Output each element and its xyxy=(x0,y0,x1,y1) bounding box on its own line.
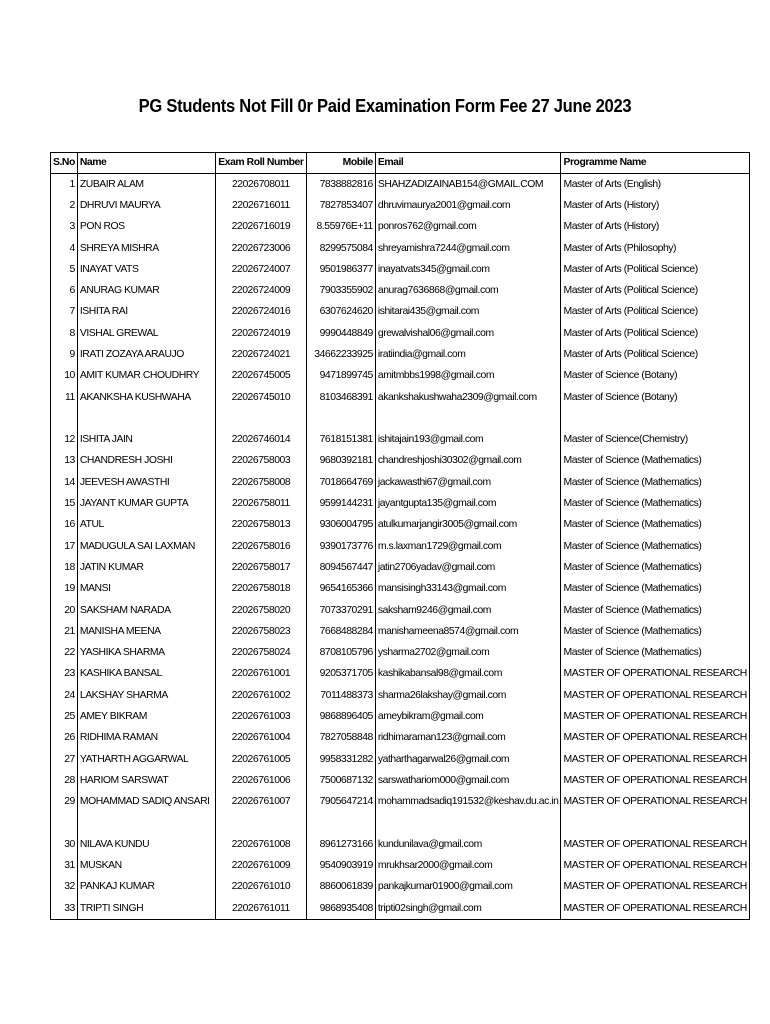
cell-mobile: 6307624620 xyxy=(306,301,375,322)
cell-programme: Master of Arts (History) xyxy=(561,216,749,237)
cell-name: RIDHIMA RAMAN xyxy=(77,727,215,748)
col-header-sno: S.No xyxy=(51,153,78,174)
cell-sno: 21 xyxy=(51,621,78,642)
cell-name: NILAVA KUNDU xyxy=(77,834,215,855)
cell-email: SHAHZADIZAINAB154@GMAIL.COM xyxy=(375,174,561,196)
cell-mobile: 9471899745 xyxy=(306,365,375,386)
cell-mobile: 9205371705 xyxy=(306,663,375,684)
cell-mobile: 9501986377 xyxy=(306,259,375,280)
cell-programme: MASTER OF OPERATIONAL RESEARCH xyxy=(561,855,749,876)
cell-mobile: 8.55976E+11 xyxy=(306,216,375,237)
cell-name: YATHARTH AGGARWAL xyxy=(77,749,215,770)
cell-programme: Master of Science (Mathematics) xyxy=(561,621,749,642)
cell-sno: 28 xyxy=(51,770,78,791)
cell-sno: 30 xyxy=(51,834,78,855)
cell-email: shreyamishra7244@gmail.com xyxy=(375,238,561,259)
cell-email: grewalvishal06@gmail.com xyxy=(375,323,561,344)
cell-roll-number: 22026758017 xyxy=(215,557,306,578)
cell-roll-number: 22026761002 xyxy=(215,685,306,706)
cell-sno: 10 xyxy=(51,365,78,386)
cell-roll-number: 22026758023 xyxy=(215,621,306,642)
cell-mobile: 7827853407 xyxy=(306,195,375,216)
cell-roll-number: 22026724009 xyxy=(215,280,306,301)
cell-roll-number: 22026724007 xyxy=(215,259,306,280)
cell-name: MADUGULA SAI LAXMAN xyxy=(77,536,215,557)
cell-roll-number: 22026758008 xyxy=(215,472,306,493)
cell-sno: 9 xyxy=(51,344,78,365)
cell-mobile: 9654165366 xyxy=(306,578,375,599)
table-row xyxy=(51,450,750,471)
table-row xyxy=(51,600,750,621)
cell-programme: MASTER OF OPERATIONAL RESEARCH xyxy=(561,791,749,834)
cell-programme: Master of Arts (Philosophy) xyxy=(561,238,749,259)
table-row xyxy=(51,216,750,237)
cell-mobile: 9868896405 xyxy=(306,706,375,727)
cell-name: ISHITA JAIN xyxy=(77,429,215,450)
cell-programme: Master of Science (Mathematics) xyxy=(561,557,749,578)
table-row xyxy=(51,557,750,578)
cell-sno: 5 xyxy=(51,259,78,280)
table-row xyxy=(51,749,750,770)
cell-name: PON ROS xyxy=(77,216,215,237)
cell-email: ridhimaraman123@gmail.com xyxy=(375,727,561,748)
table-row xyxy=(51,174,750,196)
cell-sno: 18 xyxy=(51,557,78,578)
cell-sno: 31 xyxy=(51,855,78,876)
table-row xyxy=(51,472,750,493)
cell-name: ISHITA RAI xyxy=(77,301,215,322)
cell-email: tripti02singh@gmail.com xyxy=(375,898,561,920)
cell-sno: 13 xyxy=(51,450,78,471)
table-row xyxy=(51,770,750,791)
table-row xyxy=(51,514,750,535)
cell-email: ponros762@gmail.com xyxy=(375,216,561,237)
cell-email: sarswathariom000@gmail.com xyxy=(375,770,561,791)
cell-sno: 33 xyxy=(51,898,78,920)
cell-email: ishitarai435@gmail.com xyxy=(375,301,561,322)
cell-mobile: 8094567447 xyxy=(306,557,375,578)
cell-sno: 26 xyxy=(51,727,78,748)
cell-roll-number: 22026758013 xyxy=(215,514,306,535)
cell-programme: MASTER OF OPERATIONAL RESEARCH xyxy=(561,706,749,727)
cell-programme: MASTER OF OPERATIONAL RESEARCH xyxy=(561,749,749,770)
table-row xyxy=(51,727,750,748)
cell-mobile: 9680392181 xyxy=(306,450,375,471)
cell-sno: 4 xyxy=(51,238,78,259)
cell-sno: 15 xyxy=(51,493,78,514)
cell-mobile: 9599144231 xyxy=(306,493,375,514)
table-row xyxy=(51,791,750,834)
cell-sno: 32 xyxy=(51,876,78,897)
cell-programme: Master of Science (Mathematics) xyxy=(561,578,749,599)
cell-roll-number: 22026758018 xyxy=(215,578,306,599)
cell-programme: Master of Science (Mathematics) xyxy=(561,514,749,535)
cell-sno: 29 xyxy=(51,791,78,834)
cell-name: MANISHA MEENA xyxy=(77,621,215,642)
cell-mobile: 8299575084 xyxy=(306,238,375,259)
cell-name: AMIT KUMAR CHOUDHRY xyxy=(77,365,215,386)
cell-email: mrukhsar2000@gmail.com xyxy=(375,855,561,876)
table-row xyxy=(51,621,750,642)
table-row xyxy=(51,685,750,706)
cell-email: yatharthagarwal26@gmail.com xyxy=(375,749,561,770)
cell-mobile: 7618151381 xyxy=(306,429,375,450)
cell-roll-number: 22026758011 xyxy=(215,493,306,514)
cell-mobile: 9390173776 xyxy=(306,536,375,557)
table-row xyxy=(51,642,750,663)
cell-roll-number: 22026758024 xyxy=(215,642,306,663)
cell-sno: 14 xyxy=(51,472,78,493)
col-header-roll: Exam Roll Number xyxy=(215,153,306,174)
cell-mobile: 7827058848 xyxy=(306,727,375,748)
students-table xyxy=(50,152,750,920)
cell-roll-number: 22026761003 xyxy=(215,706,306,727)
table-row xyxy=(51,536,750,557)
cell-programme: Master of Science (Mathematics) xyxy=(561,472,749,493)
cell-email: m.s.laxman1729@gmail.com xyxy=(375,536,561,557)
cell-programme: Master of Arts (Political Science) xyxy=(561,301,749,322)
cell-mobile: 7011488373 xyxy=(306,685,375,706)
cell-email: pankajkumar01900@gmail.com xyxy=(375,876,561,897)
cell-roll-number: 22026761001 xyxy=(215,663,306,684)
cell-email: atulkumarjangir3005@gmail.com xyxy=(375,514,561,535)
cell-programme: Master of Science (Mathematics) xyxy=(561,642,749,663)
cell-email: mansisingh33143@gmail.com xyxy=(375,578,561,599)
cell-mobile: 7838882816 xyxy=(306,174,375,196)
cell-mobile: 9868935408 xyxy=(306,898,375,920)
cell-name: IRATI ZOZAYA ARAUJO xyxy=(77,344,215,365)
cell-name: KASHIKA BANSAL xyxy=(77,663,215,684)
cell-roll-number: 22026745010 xyxy=(215,387,306,430)
cell-roll-number: 22026745005 xyxy=(215,365,306,386)
cell-sno: 25 xyxy=(51,706,78,727)
cell-name: INAYAT VATS xyxy=(77,259,215,280)
cell-name: CHANDRESH JOSHI xyxy=(77,450,215,471)
cell-mobile: 9540903919 xyxy=(306,855,375,876)
cell-email: manishameena8574@gmail.com xyxy=(375,621,561,642)
cell-mobile: 9990448849 xyxy=(306,323,375,344)
cell-email: iratiindia@gmail.com xyxy=(375,344,561,365)
cell-roll-number: 22026761008 xyxy=(215,834,306,855)
cell-roll-number: 22026758020 xyxy=(215,600,306,621)
cell-mobile: 8860061839 xyxy=(306,876,375,897)
cell-name: JATIN KUMAR xyxy=(77,557,215,578)
cell-sno: 17 xyxy=(51,536,78,557)
table-row xyxy=(51,365,750,386)
table-header-row xyxy=(51,153,750,174)
cell-name: JAYANT KUMAR GUPTA xyxy=(77,493,215,514)
cell-programme: MASTER OF OPERATIONAL RESEARCH xyxy=(561,834,749,855)
table-row xyxy=(51,876,750,897)
col-header-programme: Programme Name xyxy=(561,153,749,174)
cell-programme: Master of Arts (Political Science) xyxy=(561,280,749,301)
cell-programme: Master of Science (Mathematics) xyxy=(561,536,749,557)
cell-roll-number: 22026724016 xyxy=(215,301,306,322)
cell-programme: Master of Arts (Political Science) xyxy=(561,323,749,344)
cell-roll-number: 22026716011 xyxy=(215,195,306,216)
cell-email: mohammadsadiq191532@keshav.du.ac.in xyxy=(375,791,561,834)
table-row xyxy=(51,429,750,450)
table-row xyxy=(51,855,750,876)
cell-sno: 8 xyxy=(51,323,78,344)
cell-email: inayatvats345@gmail.com xyxy=(375,259,561,280)
cell-name: MUSKAN xyxy=(77,855,215,876)
cell-sno: 24 xyxy=(51,685,78,706)
cell-mobile: 7500687132 xyxy=(306,770,375,791)
table-row xyxy=(51,387,750,430)
cell-sno: 27 xyxy=(51,749,78,770)
cell-name: SHREYA MISHRA xyxy=(77,238,215,259)
cell-name: MANSI xyxy=(77,578,215,599)
cell-name: ZUBAIR ALAM xyxy=(77,174,215,196)
cell-mobile: 7905647214 xyxy=(306,791,375,834)
cell-mobile: 7903355902 xyxy=(306,280,375,301)
table-row xyxy=(51,663,750,684)
cell-programme: MASTER OF OPERATIONAL RESEARCH xyxy=(561,898,749,920)
cell-programme: Master of Science (Mathematics) xyxy=(561,450,749,471)
cell-email: sharma26lakshay@gmail.com xyxy=(375,685,561,706)
cell-sno: 7 xyxy=(51,301,78,322)
cell-roll-number: 22026716019 xyxy=(215,216,306,237)
cell-name: SAKSHAM NARADA xyxy=(77,600,215,621)
cell-email: ameybikram@gmail.com xyxy=(375,706,561,727)
cell-name: JEEVESH AWASTHI xyxy=(77,472,215,493)
cell-roll-number: 22026761009 xyxy=(215,855,306,876)
cell-email: chandreshjoshi30302@gmail.com xyxy=(375,450,561,471)
cell-mobile: 8708105796 xyxy=(306,642,375,663)
table-row xyxy=(51,238,750,259)
cell-email: kundunilava@gmail.com xyxy=(375,834,561,855)
page-title: PG Students Not Fill 0r Paid Examination Form Fee 27 June 2023 xyxy=(138,96,632,116)
cell-roll-number: 22026724021 xyxy=(215,344,306,365)
col-header-mobile: Mobile xyxy=(306,153,375,174)
cell-roll-number: 22026758003 xyxy=(215,450,306,471)
cell-sno: 12 xyxy=(51,429,78,450)
table-row xyxy=(51,834,750,855)
cell-name: YASHIKA SHARMA xyxy=(77,642,215,663)
cell-programme: MASTER OF OPERATIONAL RESEARCH xyxy=(561,663,749,684)
cell-name: PANKAJ KUMAR xyxy=(77,876,215,897)
table-row xyxy=(51,195,750,216)
cell-programme: Master of Arts (Political Science) xyxy=(561,344,749,365)
cell-roll-number: 22026746014 xyxy=(215,429,306,450)
cell-email: jatin2706yadav@gmail.com xyxy=(375,557,561,578)
cell-name: MOHAMMAD SADIQ ANSARI xyxy=(77,791,215,834)
cell-email: dhruvimaurya2001@gmail.com xyxy=(375,195,561,216)
table-row xyxy=(51,898,750,920)
cell-name: ATUL xyxy=(77,514,215,535)
cell-mobile: 7668488284 xyxy=(306,621,375,642)
cell-name: DHRUVI MAURYA xyxy=(77,195,215,216)
cell-sno: 6 xyxy=(51,280,78,301)
cell-programme: Master of Arts (English) xyxy=(561,174,749,196)
cell-roll-number: 22026761006 xyxy=(215,770,306,791)
table-row xyxy=(51,578,750,599)
cell-mobile: 34662233925 xyxy=(306,344,375,365)
col-header-name: Name xyxy=(77,153,215,174)
cell-programme: MASTER OF OPERATIONAL RESEARCH xyxy=(561,876,749,897)
cell-mobile: 8103468391 xyxy=(306,387,375,430)
cell-programme: Master of Arts (Political Science) xyxy=(561,259,749,280)
cell-name: TRIPTI SINGH xyxy=(77,898,215,920)
cell-email: akankshakushwaha2309@gmail.com xyxy=(375,387,561,430)
table-row xyxy=(51,259,750,280)
cell-email: jayantgupta135@gmail.com xyxy=(375,493,561,514)
cell-sno: 23 xyxy=(51,663,78,684)
cell-sno: 19 xyxy=(51,578,78,599)
cell-sno: 16 xyxy=(51,514,78,535)
cell-sno: 2 xyxy=(51,195,78,216)
table-row xyxy=(51,323,750,344)
cell-name: ANURAG KUMAR xyxy=(77,280,215,301)
table-row xyxy=(51,706,750,727)
cell-mobile: 8961273166 xyxy=(306,834,375,855)
cell-mobile: 7073370291 xyxy=(306,600,375,621)
cell-email: jackawasthi67@gmail.com xyxy=(375,472,561,493)
cell-roll-number: 22026758016 xyxy=(215,536,306,557)
cell-mobile: 9306004795 xyxy=(306,514,375,535)
cell-name: VISHAL GREWAL xyxy=(77,323,215,344)
cell-programme: Master of Science (Botany) xyxy=(561,365,749,386)
cell-name: LAKSHAY SHARMA xyxy=(77,685,215,706)
cell-email: ishitajain193@gmail.com xyxy=(375,429,561,450)
cell-programme: Master of Science (Botany) xyxy=(561,387,749,430)
cell-roll-number: 22026708011 xyxy=(215,174,306,196)
table-row xyxy=(51,493,750,514)
cell-name: AKANKSHA KUSHWAHA xyxy=(77,387,215,430)
cell-sno: 3 xyxy=(51,216,78,237)
cell-email: anurag7636868@gmail.com xyxy=(375,280,561,301)
cell-name: AMEY BIKRAM xyxy=(77,706,215,727)
table-row xyxy=(51,280,750,301)
cell-sno: 11 xyxy=(51,387,78,430)
cell-name: HARIOM SARSWAT xyxy=(77,770,215,791)
table-row xyxy=(51,344,750,365)
cell-roll-number: 22026761005 xyxy=(215,749,306,770)
cell-roll-number: 22026761007 xyxy=(215,791,306,834)
cell-mobile: 7018664769 xyxy=(306,472,375,493)
cell-email: amitmbbs1998@gmail.com xyxy=(375,365,561,386)
cell-programme: Master of Science (Mathematics) xyxy=(561,600,749,621)
cell-programme: Master of Science (Mathematics) xyxy=(561,493,749,514)
cell-programme: MASTER OF OPERATIONAL RESEARCH xyxy=(561,727,749,748)
cell-programme: Master of Science(Chemistry) xyxy=(561,429,749,450)
cell-roll-number: 22026723006 xyxy=(215,238,306,259)
cell-programme: MASTER OF OPERATIONAL RESEARCH xyxy=(561,685,749,706)
cell-programme: Master of Arts (History) xyxy=(561,195,749,216)
cell-programme: MASTER OF OPERATIONAL RESEARCH xyxy=(561,770,749,791)
cell-sno: 1 xyxy=(51,174,78,196)
col-header-email: Email xyxy=(375,153,561,174)
cell-mobile: 9958331282 xyxy=(306,749,375,770)
cell-sno: 22 xyxy=(51,642,78,663)
cell-sno: 20 xyxy=(51,600,78,621)
cell-roll-number: 22026724019 xyxy=(215,323,306,344)
table-row xyxy=(51,301,750,322)
cell-roll-number: 22026761011 xyxy=(215,898,306,920)
cell-email: saksham9246@gmail.com xyxy=(375,600,561,621)
cell-roll-number: 22026761010 xyxy=(215,876,306,897)
cell-email: kashikabansal98@gmail.com xyxy=(375,663,561,684)
cell-roll-number: 22026761004 xyxy=(215,727,306,748)
cell-email: ysharma2702@gmail.com xyxy=(375,642,561,663)
